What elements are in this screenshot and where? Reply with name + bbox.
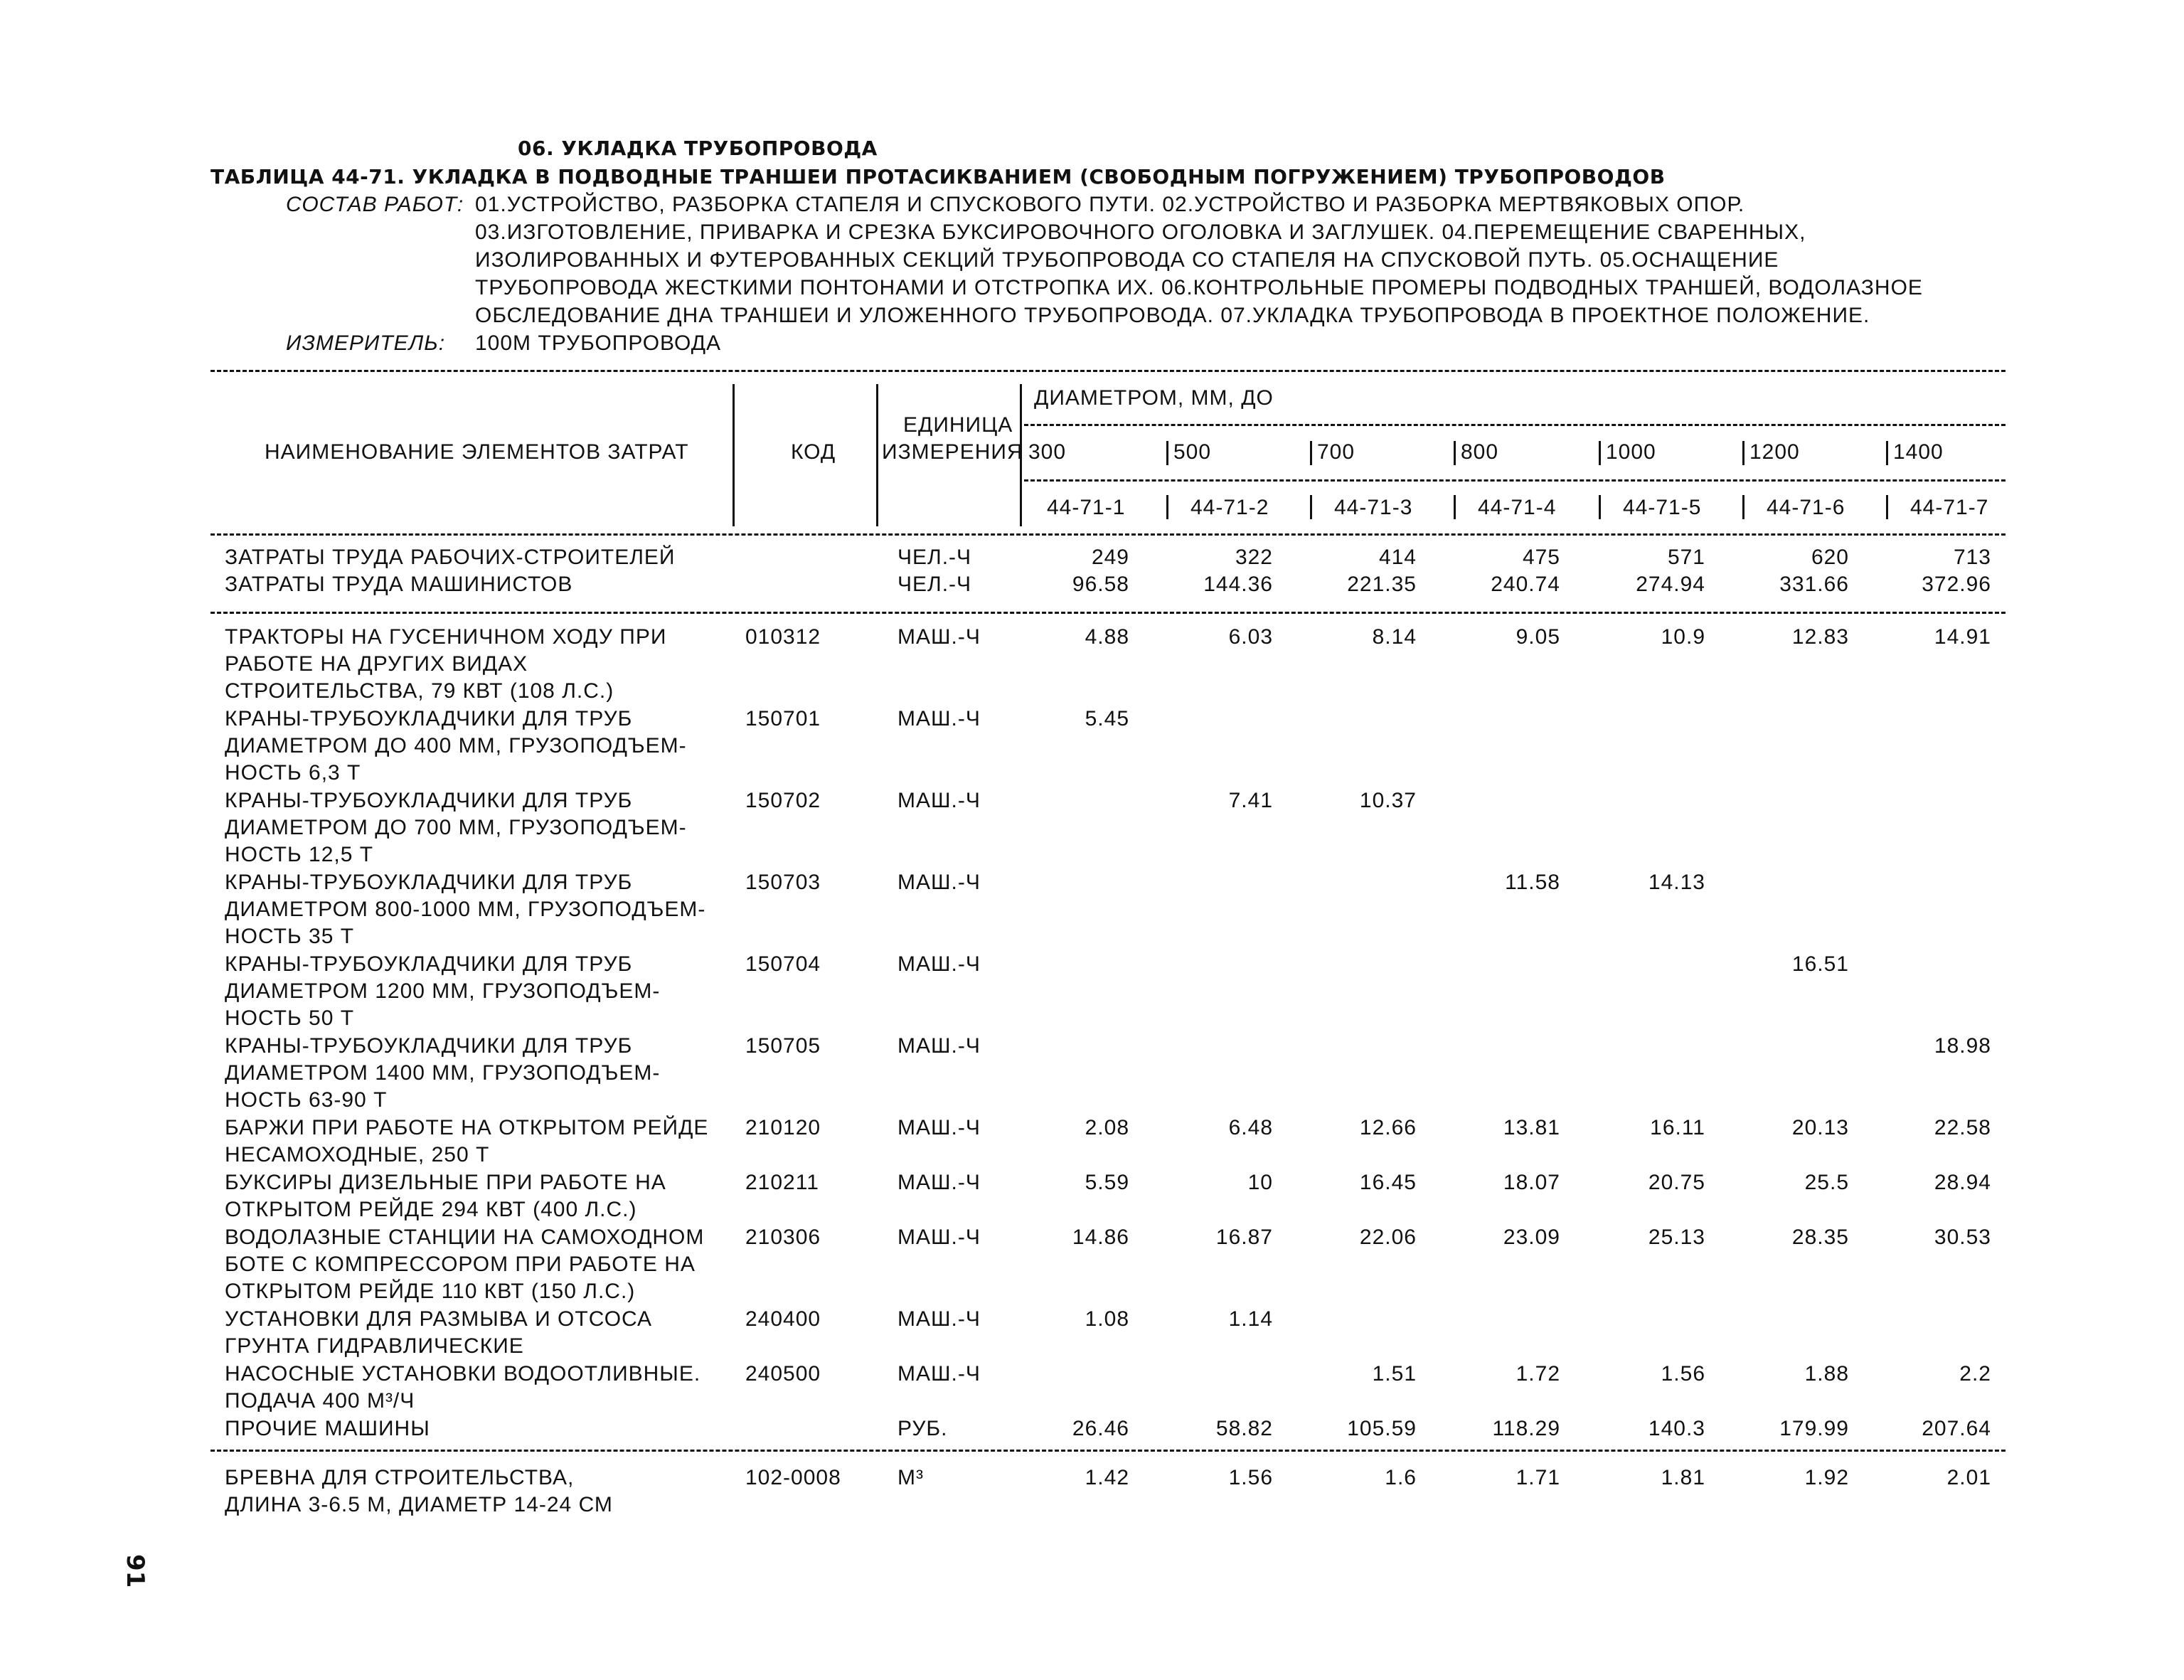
composition-line: 03.ИЗГОТОВЛЕНИЕ, ПРИВАРКА И СРЕЗКА БУКСИРОВОЧНОГО ОГОЛОВКА И ЗАГЛУШЕК. 04.ПЕРЕМЕЩЕНИЕ СВАРЕННЫХ, (475, 220, 1806, 244)
row-value: 26.46 (1072, 1417, 1129, 1440)
row-name: УСТАНОВКИ ДЛЯ РАЗМЫВА И ОТСОСА (225, 1307, 653, 1331)
row-value: 5.59 (1085, 1171, 1129, 1194)
row-code: 240500 (745, 1362, 821, 1386)
row-name: ВОДОЛАЗНЫЕ СТАНЦИИ НА САМОХОДНОМ (225, 1226, 705, 1249)
row-unit: МАШ.-Ч (897, 625, 981, 649)
composition-line: ОБСЛЕДОВАНИЕ ДНА ТРАНШЕИ И УЛОЖЕННОГО ТРУБОПРОВОДА. 07.УКЛАДКА ТРУБОПРОВОДА В ПРОЕКТНОЕ ПОЛОЖЕНИЕ. (475, 304, 1870, 327)
divider (1024, 424, 2005, 426)
row-value: 12.66 (1359, 1116, 1417, 1139)
row-value: 18.98 (1934, 1034, 1991, 1058)
diameter-1000: 1000 (1606, 440, 1656, 464)
column-separator (1166, 441, 1168, 465)
column-separator (1599, 495, 1601, 519)
row-unit: МАШ.-Ч (897, 952, 981, 976)
row-value: 1.56 (1661, 1362, 1705, 1386)
row-value: 25.13 (1648, 1226, 1705, 1249)
column-separator (1886, 441, 1888, 465)
row-value: 4.88 (1085, 625, 1129, 649)
row-value: 1.72 (1516, 1362, 1560, 1386)
row-name: ОТКРЫТОМ РЕЙДЕ 294 КВТ (400 Л.С.) (225, 1198, 637, 1221)
row-unit: ЧЕЛ.-Ч (897, 546, 972, 569)
row-value: 414 (1378, 546, 1417, 569)
row-value: 322 (1235, 546, 1273, 569)
row-value: 1.81 (1661, 1466, 1705, 1489)
row-name: БОТЕ С КОМПРЕССОРОМ ПРИ РАБОТЕ НА (225, 1253, 696, 1276)
row-value: 23.09 (1503, 1226, 1560, 1249)
row-unit: МАШ.-Ч (897, 1171, 981, 1194)
row-value: 372.96 (1922, 573, 1991, 596)
row-name: НОСТЬ 6,3 Т (225, 761, 361, 785)
row-value: 6.48 (1228, 1116, 1273, 1139)
row-unit: МАШ.-Ч (897, 1226, 981, 1249)
row-value: 16.45 (1359, 1171, 1417, 1194)
row-code: 150704 (745, 952, 821, 976)
norm-code: 44-71-7 (1910, 496, 1989, 519)
norm-code: 44-71-1 (1047, 496, 1126, 519)
row-name: КРАНЫ-ТРУБОУКЛАДЧИКИ ДЛЯ ТРУБ (225, 707, 633, 730)
row-value: 14.13 (1648, 871, 1705, 894)
row-value: 1.08 (1085, 1307, 1129, 1331)
row-name: НАСОСНЫЕ УСТАНОВКИ ВОДООТЛИВНЫЕ. (225, 1362, 701, 1386)
row-value: 18.07 (1503, 1171, 1560, 1194)
row-name: ДИАМЕТРОМ 1400 ММ, ГРУЗОПОДЪЕМ- (225, 1061, 661, 1085)
row-code: 210120 (745, 1116, 821, 1139)
row-value: 105.59 (1347, 1417, 1417, 1440)
row-value: 14.86 (1072, 1226, 1129, 1249)
section-title: 06. УКЛАДКА ТРУБОПРОВОДА (518, 137, 878, 160)
row-value: 2.01 (1946, 1466, 1991, 1489)
diameter-1400: 1400 (1893, 440, 1944, 464)
row-value: 207.64 (1922, 1417, 1991, 1440)
row-name: ПРОЧИЕ МАШИНЫ (225, 1417, 430, 1440)
column-separator (876, 384, 878, 526)
row-value: 8.14 (1372, 625, 1417, 649)
diameter-300: 300 (1028, 440, 1067, 464)
row-name: КРАНЫ-ТРУБОУКЛАДЧИКИ ДЛЯ ТРУБ (225, 952, 633, 976)
row-value: 9.05 (1516, 625, 1560, 649)
row-name: НОСТЬ 35 Т (225, 925, 355, 948)
column-separator (1454, 495, 1456, 519)
row-value: 30.53 (1934, 1226, 1991, 1249)
row-value: 1.42 (1085, 1466, 1129, 1489)
norm-code: 44-71-3 (1334, 496, 1413, 519)
composition-line: ТРУБОПРОВОДА ЖЕСТКИМИ ПОНТОНАМИ И ОТСТРОПКА ИХ. 06.КОНТРОЛЬНЫЕ ПРОМЕРЫ ПОДВОДНЫХ ТРАНШЕЙ, ВОДОЛАЗНОЕ (475, 276, 1923, 299)
row-name: ТРАКТОРЫ НА ГУСЕНИЧНОМ ХОДУ ПРИ (225, 625, 667, 649)
row-value: 6.03 (1228, 625, 1273, 649)
row-name: НЕСАМОХОДНЫЕ, 250 Т (225, 1143, 490, 1166)
row-value: 1.56 (1228, 1466, 1273, 1489)
row-name: КРАНЫ-ТРУБОУКЛАДЧИКИ ДЛЯ ТРУБ (225, 789, 633, 812)
column-separator (1310, 441, 1312, 465)
row-name: БАРЖИ ПРИ РАБОТЕ НА ОТКРЫТОМ РЕЙДЕ (225, 1116, 709, 1139)
diameter-1200: 1200 (1749, 440, 1800, 464)
header-unit-col: ЕДИНИЦА (903, 413, 1013, 437)
header-name-col: НАИМЕНОВАНИЕ ЭЛЕМЕНТОВ ЗАТРАТ (265, 440, 689, 464)
row-name: НОСТЬ 63-90 Т (225, 1088, 388, 1112)
row-unit: ЧЕЛ.-Ч (897, 573, 972, 596)
row-value: 16.51 (1791, 952, 1849, 976)
row-value: 1.14 (1228, 1307, 1273, 1331)
column-separator (733, 384, 735, 526)
column-separator (1020, 384, 1022, 526)
norm-code: 44-71-2 (1190, 496, 1269, 519)
row-name: НОСТЬ 50 Т (225, 1006, 355, 1030)
row-code: 150705 (745, 1034, 821, 1058)
row-value: 11.58 (1505, 871, 1560, 894)
row-value: 1.71 (1516, 1466, 1560, 1489)
row-name: ДИАМЕТРОМ ДО 700 ММ, ГРУЗОПОДЪЕМ- (225, 816, 687, 839)
row-name: ДЛИНА 3-6.5 М, ДИАМЕТР 14-24 СМ (225, 1493, 613, 1516)
measure-value: 100М ТРУБОПРОВОДА (475, 331, 722, 355)
row-value: 7.41 (1228, 789, 1273, 812)
row-value: 10.9 (1661, 625, 1705, 649)
row-name: ДИАМЕТРОМ 1200 ММ, ГРУЗОПОДЪЕМ- (225, 979, 661, 1003)
row-value: 221.35 (1347, 573, 1417, 596)
row-value: 2.2 (1959, 1362, 1991, 1386)
row-value: 144.36 (1203, 573, 1273, 596)
row-value: 2.08 (1085, 1116, 1129, 1139)
row-unit: МАШ.-Ч (897, 1362, 981, 1386)
norm-code: 44-71-4 (1478, 496, 1557, 519)
row-value: 22.58 (1934, 1116, 1991, 1139)
row-code: 150702 (745, 789, 821, 812)
column-separator (1886, 495, 1888, 519)
row-name: ПОДАЧА 400 М³/Ч (225, 1389, 415, 1413)
row-value: 10.37 (1359, 789, 1417, 812)
row-name: ЗАТРАТЫ ТРУДА РАБОЧИХ-СТРОИТЕЛЕЙ (225, 546, 676, 569)
row-code: 240400 (745, 1307, 821, 1331)
measure-label: ИЗМЕРИТЕЛЬ: (286, 331, 446, 355)
row-name: ОТКРЫТОМ РЕЙДЕ 110 КВТ (150 Л.С.) (225, 1280, 636, 1303)
row-name: КРАНЫ-ТРУБОУКЛАДЧИКИ ДЛЯ ТРУБ (225, 1034, 633, 1058)
row-unit: МАШ.-Ч (897, 1116, 981, 1139)
row-value: 713 (1953, 546, 1991, 569)
row-value: 16.87 (1215, 1226, 1273, 1249)
row-value: 13.81 (1503, 1116, 1560, 1139)
row-value: 28.94 (1934, 1171, 1991, 1194)
norm-code: 44-71-6 (1767, 496, 1845, 519)
row-value: 1.51 (1372, 1362, 1417, 1386)
row-name: НОСТЬ 12,5 Т (225, 843, 374, 866)
row-name: ДИАМЕТРОМ ДО 400 ММ, ГРУЗОПОДЪЕМ- (225, 734, 687, 757)
row-value: 140.3 (1648, 1417, 1705, 1440)
row-code: 102-0008 (745, 1466, 841, 1489)
row-value: 249 (1091, 546, 1129, 569)
row-value: 240.74 (1491, 573, 1560, 596)
norm-code: 44-71-5 (1623, 496, 1702, 519)
column-separator (1310, 495, 1312, 519)
table-title: ТАБЛИЦА 44-71. УКЛАДКА В ПОДВОДНЫЕ ТРАНШЕИ ПРОТАСИКВАНИЕМ (СВОБОДНЫМ ПОГРУЖЕНИЕМ) ТРУБОПРОВОДОВ (211, 165, 1666, 188)
divider (211, 1450, 2005, 1452)
row-value: 475 (1522, 546, 1560, 569)
column-separator (1166, 495, 1168, 519)
page-number: 91 (121, 1554, 149, 1588)
row-code: 010312 (745, 625, 821, 649)
row-unit: МАШ.-Ч (897, 789, 981, 812)
row-name: РАБОТЕ НА ДРУГИХ ВИДАХ (225, 652, 528, 676)
row-unit: МАШ.-Ч (897, 1307, 981, 1331)
row-value: 22.06 (1359, 1226, 1417, 1249)
row-value: 5.45 (1085, 707, 1129, 730)
composition-line: 01.УСТРОЙСТВО, РАЗБОРКА СТАПЕЛЯ И СПУСКОВОГО ПУТИ. 02.УСТРОЙСТВО И РАЗБОРКА МЕРТВЯКОВЫХ ОПОР. (475, 193, 1745, 216)
row-name: БРЕВНА ДЛЯ СТРОИТЕЛЬСТВА, (225, 1466, 575, 1489)
row-name: ГРУНТА ГИДРАВЛИЧЕСКИЕ (225, 1334, 524, 1358)
row-name: ЗАТРАТЫ ТРУДА МАШИНИСТОВ (225, 573, 573, 596)
row-value: 58.82 (1215, 1417, 1273, 1440)
divider (1024, 479, 2005, 482)
header-diameter: ДИАМЕТРОМ, ММ, ДО (1034, 386, 1274, 410)
row-value: 14.91 (1934, 625, 1991, 649)
header-code-col: КОД (791, 440, 836, 464)
row-code: 210211 (745, 1171, 819, 1194)
column-separator (1454, 441, 1456, 465)
divider (211, 370, 2005, 372)
row-value: 28.35 (1791, 1226, 1849, 1249)
row-value: 25.5 (1804, 1171, 1849, 1194)
diameter-500: 500 (1173, 440, 1212, 464)
row-name: БУКСИРЫ ДИЗЕЛЬНЫЕ ПРИ РАБОТЕ НА (225, 1171, 666, 1194)
row-value: 571 (1667, 546, 1705, 569)
row-value: 118.29 (1492, 1417, 1560, 1440)
row-name: КРАНЫ-ТРУБОУКЛАДЧИКИ ДЛЯ ТРУБ (225, 871, 633, 894)
row-value: 1.6 (1385, 1466, 1417, 1489)
row-code: 210306 (745, 1226, 821, 1249)
row-value: 10 (1247, 1171, 1273, 1194)
row-value: 16.11 (1650, 1116, 1705, 1139)
column-separator (1742, 495, 1744, 519)
row-value: 179.99 (1779, 1417, 1849, 1440)
diameter-700: 700 (1317, 440, 1355, 464)
row-name: ДИАМЕТРОМ 800-1000 ММ, ГРУЗОПОДЪЕМ- (225, 898, 706, 921)
composition-label: СОСТАВ РАБОТ: (286, 193, 464, 216)
column-separator (1599, 441, 1601, 465)
row-unit: РУБ. (897, 1417, 948, 1440)
diameter-800: 800 (1461, 440, 1499, 464)
row-unit: МАШ.-Ч (897, 1034, 981, 1058)
row-value: 12.83 (1791, 625, 1849, 649)
row-code: 150701 (745, 707, 821, 730)
row-unit: МАШ.-Ч (897, 871, 981, 894)
composition-line: ИЗОЛИРОВАННЫХ И ФУТЕРОВАННЫХ СЕКЦИЙ ТРУБОПРОВОДА СО СТАПЕЛЯ НА СПУСКОВОЙ ПУТЬ. 05.ОСНАЩЕНИЕ (475, 248, 1779, 272)
row-unit: МАШ.-Ч (897, 707, 981, 730)
row-value: 1.88 (1804, 1362, 1849, 1386)
row-value: 20.75 (1648, 1171, 1705, 1194)
row-name: СТРОИТЕЛЬСТВА, 79 КВТ (108 Л.С.) (225, 679, 614, 703)
divider (211, 612, 2005, 614)
row-value: 331.66 (1779, 573, 1849, 596)
row-value: 20.13 (1791, 1116, 1849, 1139)
row-code: 150703 (745, 871, 821, 894)
row-unit: М³ (897, 1466, 924, 1489)
row-value: 1.92 (1804, 1466, 1849, 1489)
row-value: 274.94 (1636, 573, 1705, 596)
row-value: 620 (1811, 546, 1849, 569)
column-separator (1742, 441, 1744, 465)
row-value: 96.58 (1072, 573, 1129, 596)
divider (211, 533, 2005, 536)
header-unit-col: ИЗМЕРЕНИЯ (882, 440, 1023, 464)
